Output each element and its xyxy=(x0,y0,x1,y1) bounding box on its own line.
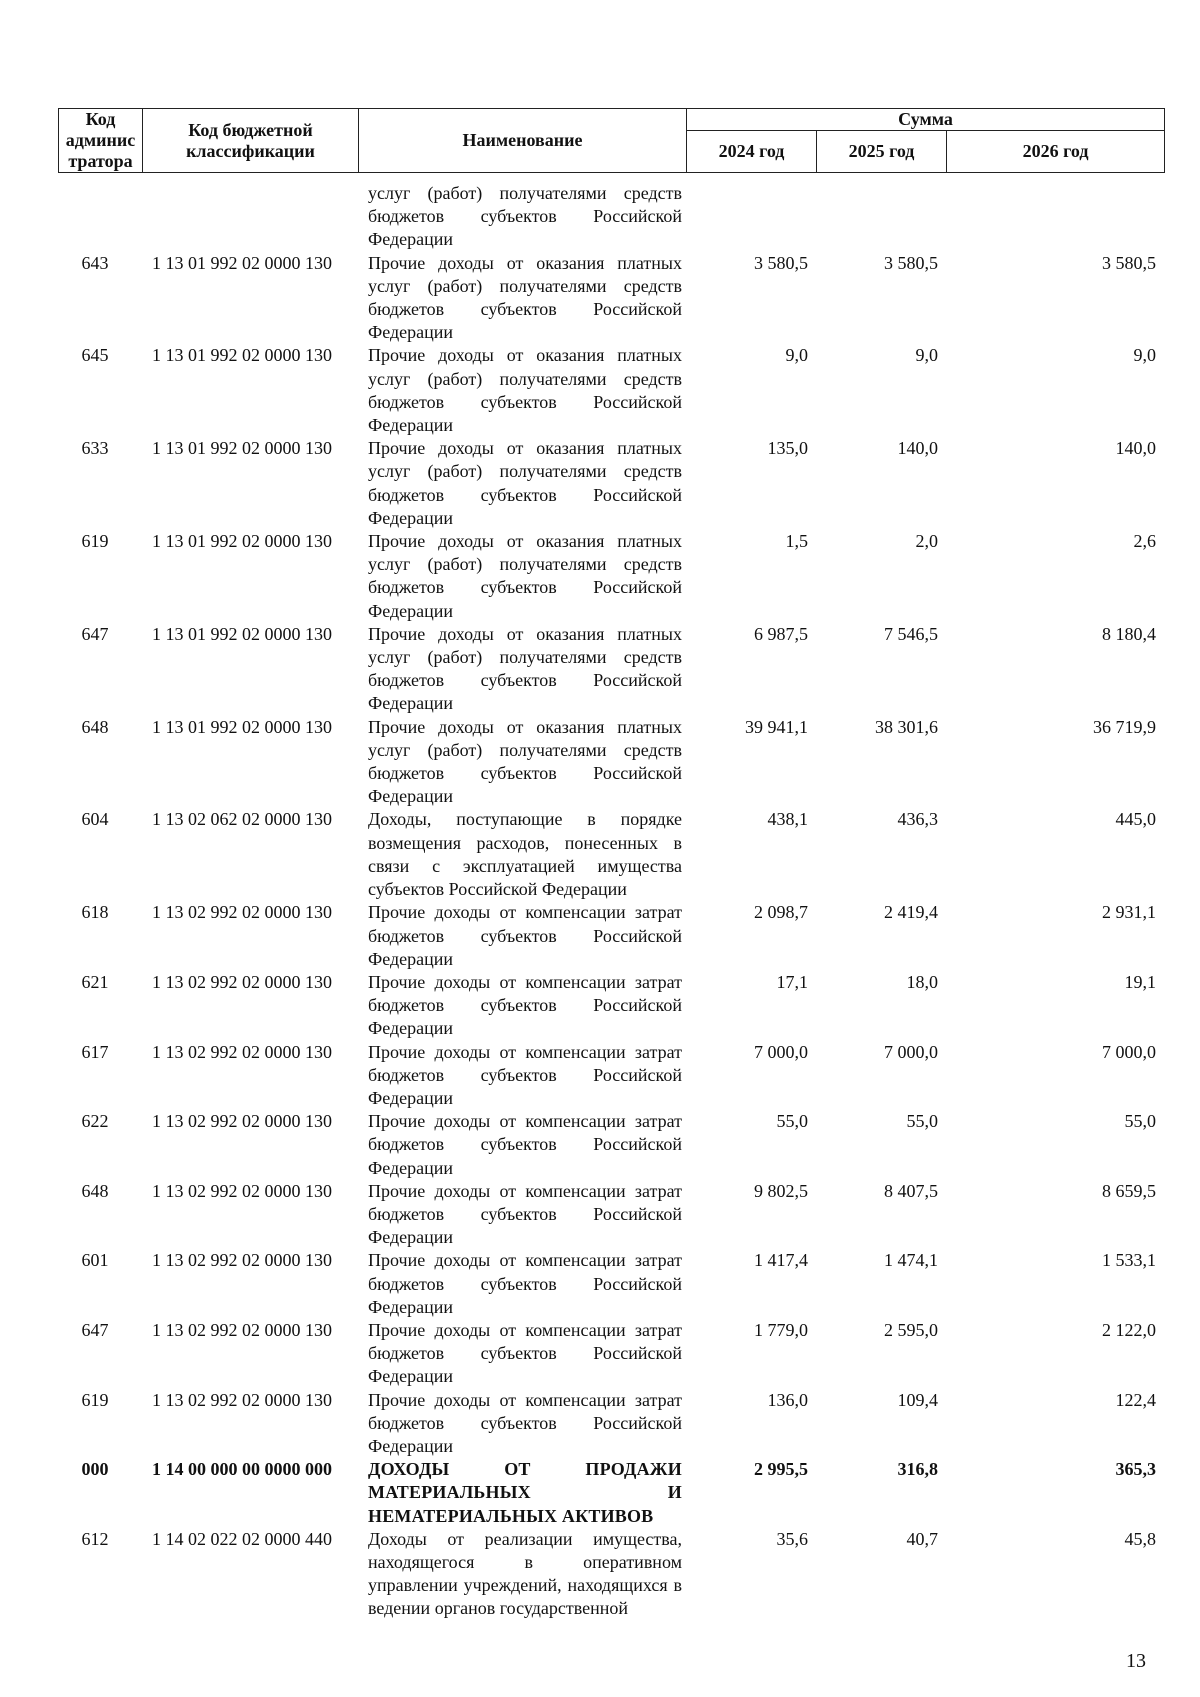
amount-2024-cell: 55,0 xyxy=(776,1111,808,1132)
table-row xyxy=(58,1110,1164,1180)
admin-code-cell: 619 xyxy=(81,1389,109,1410)
budget-code-cell: 1 13 01 992 02 0000 130 xyxy=(152,345,332,366)
row-name: Прочие доходы от компенсации затрат бюджетов субъектов Российской Федерации xyxy=(368,1180,682,1248)
amount-2024-cell: 438,1 xyxy=(767,809,808,830)
year-2026-header: 2026 год xyxy=(947,131,1165,173)
admin-code-cell: 648 xyxy=(81,716,109,737)
table-row xyxy=(58,437,1164,530)
amount-2025-cell: 7 000,0 xyxy=(884,1041,938,1062)
amount-2024-cell: 3 580,5 xyxy=(754,252,808,273)
admin-code-cell: 647 xyxy=(81,623,109,644)
admin-code-cell: 621 xyxy=(81,971,109,992)
page-number: 13 xyxy=(1126,1650,1146,1672)
budget-code-cell: 1 13 01 992 02 0000 130 xyxy=(152,438,332,459)
table-row xyxy=(58,1319,1164,1389)
row-name: Прочие доходы от оказания платных услуг (работ) получателями средств бюджетов субъектов Российской Федерации xyxy=(368,438,682,528)
admin-code-cell: 647 xyxy=(81,1319,109,1340)
amount-2026-cell: 122,4 xyxy=(1115,1389,1156,1410)
row-name: услуг (работ) получателями средств бюджетов субъектов Российской Федерации xyxy=(368,183,682,250)
budget-code-cell: 1 13 02 992 02 0000 130 xyxy=(152,902,332,923)
budget-code-cell: 1 13 01 992 02 0000 130 xyxy=(152,531,332,552)
row-name: ДОХОДЫ ОТ ПРОДАЖИ МАТЕРИАЛЬНЫХ И НЕМАТЕРИАЛЬНЫХ АКТИВОВ xyxy=(368,1459,682,1526)
budget-code-cell: 1 13 02 992 02 0000 130 xyxy=(152,1389,332,1410)
row-name: Прочие доходы от оказания платных услуг (работ) получателями средств бюджетов субъектов Российской Федерации xyxy=(368,345,682,436)
row-name: Прочие доходы от оказания платных услуг (работ) получателями средств бюджетов субъектов Российской Федерации xyxy=(368,252,682,343)
table-row xyxy=(58,530,1164,623)
amount-2026-cell: 55,0 xyxy=(1124,1111,1156,1132)
budget-code-cell: 1 13 02 992 02 0000 130 xyxy=(152,971,332,992)
admin-code-cell: 617 xyxy=(81,1041,109,1062)
amount-2026-cell: 7 000,0 xyxy=(1102,1041,1156,1062)
budget-code-cell: 1 13 02 992 02 0000 130 xyxy=(152,1319,332,1340)
table-row xyxy=(58,1180,1164,1250)
amount-2025-cell: 8 407,5 xyxy=(884,1180,938,1201)
admin-code-cell: 619 xyxy=(81,531,109,552)
year-2024-header: 2024 год xyxy=(687,131,817,173)
amount-2026-cell: 445,0 xyxy=(1115,809,1156,830)
table-row-carry-over xyxy=(58,182,1164,252)
amount-2025-cell: 140,0 xyxy=(897,438,938,459)
row-name: Прочие доходы от оказания платных услуг (работ) получателями средств бюджетов субъектов Российской Федерации xyxy=(368,623,682,714)
amount-2024-cell: 9 802,5 xyxy=(754,1180,808,1201)
row-name: Прочие доходы от оказания платных услуг (работ) получателями средств бюджетов субъектов Российской Федерации xyxy=(368,531,682,621)
row-name: Доходы от реализации имущества, находящегося в оперативном управлении учреждений, находящихся в ведении органов государственной xyxy=(368,1528,682,1619)
row-name: Прочие доходы от компенсации затрат бюджетов субъектов Российской Федерации xyxy=(368,902,682,969)
amount-2025-cell: 2 595,0 xyxy=(884,1319,938,1340)
amount-2024-cell: 9,0 xyxy=(785,345,808,366)
table-row xyxy=(58,623,1164,716)
amount-2025-cell: 1 474,1 xyxy=(884,1250,938,1271)
table-row xyxy=(58,971,1164,1041)
amount-2025-cell: 2 419,4 xyxy=(884,902,938,923)
amount-2025-cell: 109,4 xyxy=(897,1389,938,1410)
amount-2025-cell: 18,0 xyxy=(906,971,938,992)
amount-2026-cell: 2 931,1 xyxy=(1102,902,1156,923)
admin-code-header: Код админис тратора xyxy=(59,109,143,173)
table-row xyxy=(58,1528,1164,1621)
amount-2024-cell: 39 941,1 xyxy=(745,716,808,737)
amount-2024-cell: 1,5 xyxy=(785,531,808,552)
budget-code-cell: 1 13 02 992 02 0000 130 xyxy=(152,1250,332,1271)
amount-2026-cell: 45,8 xyxy=(1124,1528,1156,1549)
row-name: Прочие доходы от компенсации затрат бюджетов субъектов Российской Федерации xyxy=(368,1319,682,1387)
admin-code-cell: 604 xyxy=(81,809,109,830)
table-row xyxy=(58,1458,1164,1528)
budget-code-cell: 1 13 02 992 02 0000 130 xyxy=(152,1111,332,1132)
row-name: Прочие доходы от компенсации затрат бюджетов субъектов Российской Федерации xyxy=(368,971,682,1039)
admin-code-cell: 601 xyxy=(81,1250,109,1271)
row-name: Доходы, поступающие в порядке возмещения расходов, понесенных в связи с эксплуатацией имущества субъектов Российской Федерации xyxy=(368,809,682,900)
budget-code-cell: 1 14 02 022 02 0000 440 xyxy=(152,1528,332,1549)
admin-code-cell: 648 xyxy=(81,1180,109,1201)
budget-code-cell: 1 13 01 992 02 0000 130 xyxy=(152,623,332,644)
amount-2024-cell: 136,0 xyxy=(767,1389,808,1410)
amount-2026-cell: 3 580,5 xyxy=(1102,252,1156,273)
table-row xyxy=(58,808,1164,901)
table-header xyxy=(58,108,1165,173)
amount-2026-cell: 1 533,1 xyxy=(1102,1250,1156,1271)
budget-code-cell: 1 13 01 992 02 0000 130 xyxy=(152,252,332,273)
table-row xyxy=(58,1249,1164,1319)
amount-2025-cell: 3 580,5 xyxy=(884,252,938,273)
admin-code-cell: 000 xyxy=(81,1459,109,1480)
budget-code-cell: 1 13 02 992 02 0000 130 xyxy=(152,1180,332,1201)
amount-2025-cell: 436,3 xyxy=(897,809,938,830)
amount-2024-cell: 6 987,5 xyxy=(754,623,808,644)
table-row xyxy=(58,1389,1164,1459)
table-row xyxy=(58,716,1164,809)
row-name: Прочие доходы от компенсации затрат бюджетов субъектов Российской Федерации xyxy=(368,1250,682,1317)
admin-code-cell: 622 xyxy=(81,1111,109,1132)
budget-code-cell: 1 13 01 992 02 0000 130 xyxy=(152,716,332,737)
admin-code-cell: 618 xyxy=(81,902,109,923)
amount-2025-cell: 316,8 xyxy=(897,1459,938,1480)
budget-code-header: Код бюджетной классификации xyxy=(143,109,359,173)
amount-2024-cell: 1 417,4 xyxy=(754,1250,808,1271)
amount-2025-cell: 55,0 xyxy=(906,1111,938,1132)
amount-2024-cell: 1 779,0 xyxy=(754,1319,808,1340)
amount-2024-cell: 2 098,7 xyxy=(754,902,808,923)
amount-2024-cell: 17,1 xyxy=(776,971,808,992)
row-name: Прочие доходы от компенсации затрат бюджетов субъектов Российской Федерации xyxy=(368,1389,682,1456)
sum-header: Сумма xyxy=(687,109,1165,131)
row-name: Прочие доходы от компенсации затрат бюджетов субъектов Российской Федерации xyxy=(368,1111,682,1178)
budget-code-cell: 1 13 02 062 02 0000 130 xyxy=(152,809,332,830)
amount-2025-cell: 2,0 xyxy=(915,531,938,552)
row-name: Прочие доходы от компенсации затрат бюджетов субъектов Российской Федерации xyxy=(368,1041,682,1108)
admin-code-cell: 633 xyxy=(81,438,109,459)
amount-2026-cell: 9,0 xyxy=(1133,345,1156,366)
amount-2026-cell: 36 719,9 xyxy=(1093,716,1156,737)
year-2025-header: 2025 год xyxy=(817,131,947,173)
amount-2026-cell: 8 659,5 xyxy=(1102,1180,1156,1201)
admin-code-cell: 643 xyxy=(81,252,109,273)
row-name: Прочие доходы от оказания платных услуг (работ) получателями средств бюджетов субъектов Российской Федерации xyxy=(368,716,682,807)
amount-2024-cell: 2 995,5 xyxy=(754,1459,808,1480)
budget-code-cell: 1 14 00 000 00 0000 000 xyxy=(152,1459,332,1480)
table-row xyxy=(58,901,1164,971)
table-row xyxy=(58,344,1164,437)
table-row xyxy=(58,1041,1164,1111)
name-header: Наименование xyxy=(359,109,687,173)
amount-2026-cell: 19,1 xyxy=(1124,971,1156,992)
table-row xyxy=(58,252,1164,345)
amount-2026-cell: 365,3 xyxy=(1115,1459,1156,1480)
amount-2026-cell: 140,0 xyxy=(1115,438,1156,459)
admin-code-cell: 645 xyxy=(81,345,109,366)
amount-2025-cell: 40,7 xyxy=(906,1528,938,1549)
amount-2024-cell: 135,0 xyxy=(767,438,808,459)
admin-code-cell: 612 xyxy=(81,1528,109,1549)
amount-2025-cell: 38 301,6 xyxy=(875,716,938,737)
amount-2024-cell: 7 000,0 xyxy=(754,1041,808,1062)
amount-2026-cell: 2,6 xyxy=(1133,531,1156,552)
budget-code-cell: 1 13 02 992 02 0000 130 xyxy=(152,1041,332,1062)
amount-2026-cell: 2 122,0 xyxy=(1102,1319,1156,1340)
amount-2024-cell: 35,6 xyxy=(776,1528,808,1549)
amount-2026-cell: 8 180,4 xyxy=(1102,623,1156,644)
revenue-table xyxy=(58,182,1164,1621)
amount-2025-cell: 9,0 xyxy=(915,345,938,366)
amount-2025-cell: 7 546,5 xyxy=(884,623,938,644)
